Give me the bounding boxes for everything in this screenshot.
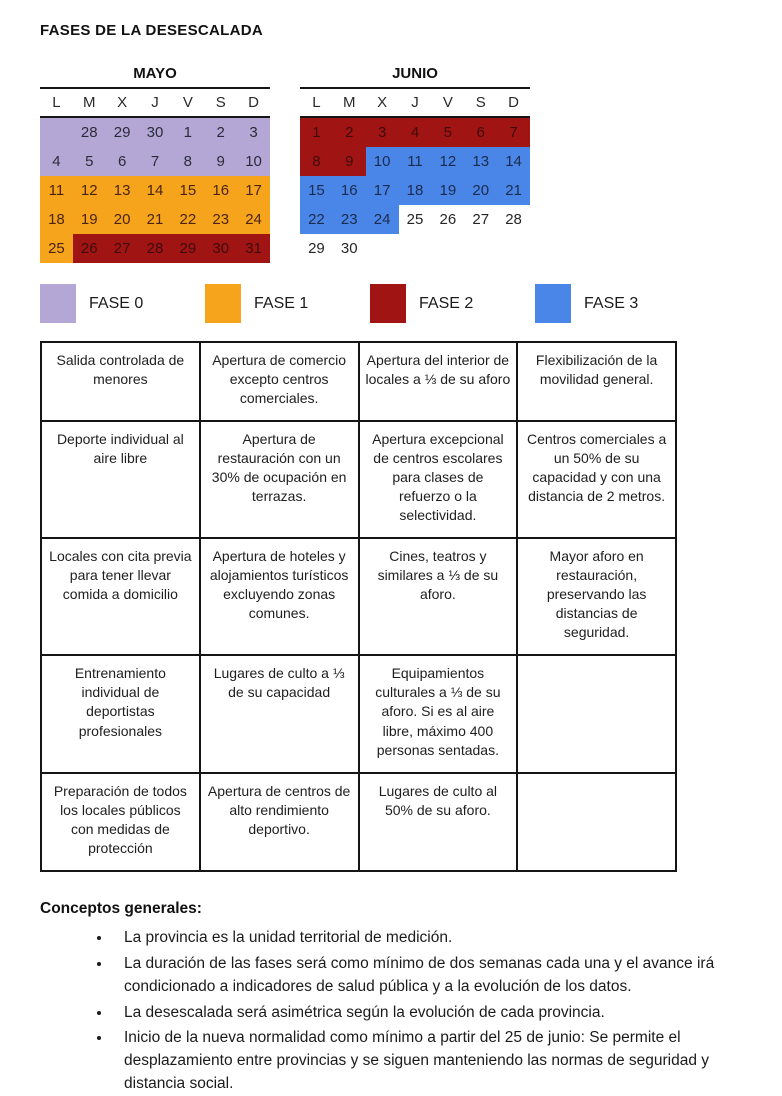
measure-cell: Apertura de restauración con un 30% de ocupación en terrazas. <box>200 421 359 538</box>
bullet-item: • La duración de las fases será como mínimo de dos semanas cada una y el avance irá condicionado a indicadores de salud pública y a la evolución de los datos. <box>112 953 769 999</box>
calendars-row <box>40 65 782 263</box>
calendar-day-cell: 19 <box>73 205 106 234</box>
calendar-day-cell: 28 <box>505 211 522 228</box>
calendar-day-cell: 29 <box>171 234 204 263</box>
calendar-day-cell <box>399 234 432 263</box>
day-header: X <box>377 94 388 111</box>
calendar-day-cell: 21 <box>497 176 530 205</box>
measure-cell: Apertura de comercio excepto centros comerciales. <box>200 342 359 421</box>
measure-cell: Salida controlada de menores <box>41 342 200 421</box>
calendar-day-cell: 10 <box>237 147 270 176</box>
calendar-day-cell: 23 <box>333 205 366 234</box>
calendar-week-row <box>40 234 270 263</box>
measure-cell: Deporte individual al aire libre <box>41 421 200 538</box>
table-row <box>41 342 676 421</box>
measure-cell: Entrenamiento individual de deportistas profesionales <box>41 655 200 772</box>
calendar-week-row <box>300 118 530 147</box>
calendar-day-cell: 30 <box>204 234 237 263</box>
calendar-day-cell <box>464 234 497 263</box>
measure-cell: Locales con cita previa para tener llevar comida a domicilio <box>41 538 200 655</box>
legend-item-fase2 <box>370 284 535 323</box>
measure-cell: Equipamientos culturales a ⅓ de su aforo. Si es al aire libre, máximo 400 personas sentadas. <box>359 655 518 772</box>
calendar-day-cell: 6 <box>464 118 497 147</box>
bullet-item: • La desescalada será asimétrica según la evolución de cada provincia. <box>112 1002 769 1025</box>
phase-legend <box>40 284 782 323</box>
measure-cell: Apertura de hoteles y alojamientos turísticos excluyendo zonas comunes. <box>200 538 359 655</box>
calendar-day-cell: 8 <box>171 147 204 176</box>
bullet-item: • Inicio de la nueva normalidad como mínimo a partir del 25 de junio: Se permite el desplazamiento entre provincias y se siguen manteniendo las normas de seguridad y distancia social. <box>112 1027 769 1096</box>
measure-cell: Cines, teatros y similares a ⅓ de su aforo. <box>359 538 518 655</box>
calendar-day-cell: 2 <box>204 118 237 147</box>
calendar-day-cell: 13 <box>464 147 497 176</box>
calendar-day-cell: 14 <box>139 176 172 205</box>
calendar-day-cell: 1 <box>300 118 333 147</box>
calendar-day-cell: 9 <box>333 147 366 176</box>
calendar-day-cell: 3 <box>237 118 270 147</box>
table-row <box>41 538 676 655</box>
calendar-day-cell: 15 <box>171 176 204 205</box>
day-header: L <box>52 94 61 111</box>
calendar-day-cell: 8 <box>300 147 333 176</box>
calendar-week-row <box>300 234 530 263</box>
legend-color-swatch <box>205 284 241 323</box>
legend-color-swatch <box>370 284 406 323</box>
calendar-day-cell: 7 <box>139 147 172 176</box>
legend-item-fase1 <box>205 284 370 323</box>
measure-cell: Preparación de todos los locales públicos con medidas de protección <box>41 773 200 871</box>
calendar-day-cell: 12 <box>73 176 106 205</box>
calendar-day-cell: 21 <box>139 205 172 234</box>
calendar-day-cell: 1 <box>171 118 204 147</box>
calendar-day-cell: 15 <box>300 176 333 205</box>
calendar-day-cell: 24 <box>366 205 399 234</box>
calendar-day-cell: 18 <box>399 176 432 205</box>
calendar-grid <box>40 116 270 263</box>
calendar-day-cell: 24 <box>237 205 270 234</box>
calendar-day-cell: 25 <box>40 234 73 263</box>
calendar-day-cell: 16 <box>204 176 237 205</box>
calendar-day-cell: 4 <box>40 147 73 176</box>
calendar-day-cell: 18 <box>40 205 73 234</box>
calendar-day-cell: 26 <box>439 211 457 228</box>
calendar-week-row <box>300 176 530 205</box>
day-header: J <box>411 94 419 111</box>
calendar-grid <box>300 116 530 263</box>
calendar-week-row <box>40 176 270 205</box>
calendar-day-cell: 14 <box>497 147 530 176</box>
calendar-day-cell: 30 <box>139 118 172 147</box>
calendar-day-cell: 11 <box>399 147 432 176</box>
measure-cell: Apertura de centros de alto rendimiento deportivo. <box>200 773 359 871</box>
calendar-day-cell: 5 <box>73 147 106 176</box>
calendar-month-title: MAYO <box>133 65 177 82</box>
bullet-item: • La provincia es la unidad territorial de medición. <box>112 927 769 950</box>
calendar-week-row <box>300 147 530 176</box>
legend-label: FASE 3 <box>584 294 639 312</box>
calendar-week-row <box>40 205 270 234</box>
table-row <box>41 773 676 871</box>
calendar-day-cell: 29 <box>308 240 325 257</box>
calendar-day-cell <box>366 234 399 263</box>
concepts-section <box>40 900 782 1096</box>
calendar-day-cell: 3 <box>366 118 399 147</box>
measures-table <box>40 341 677 872</box>
calendar-day-cell: 27 <box>472 211 490 228</box>
calendar-day-cell <box>431 234 464 263</box>
calendar-day-cell: 4 <box>399 118 432 147</box>
legend-color-swatch <box>535 284 571 323</box>
calendar-day-cell: 28 <box>139 234 172 263</box>
page-title: FASES DE LA DESESCALADA <box>40 22 264 39</box>
day-header: L <box>312 94 321 111</box>
measure-cell: Flexibilización de la movilidad general. <box>517 342 676 421</box>
measure-cell: Lugares de culto a ⅓ de su capacidad <box>200 655 359 772</box>
day-header: M <box>343 94 356 111</box>
calendar-day-cell: 11 <box>40 176 73 205</box>
day-header: V <box>182 94 193 111</box>
legend-color-swatch <box>40 284 76 323</box>
legend-label: FASE 1 <box>254 294 309 312</box>
calendar-day-headers <box>40 89 270 116</box>
calendar-mayo <box>40 65 270 263</box>
concepts-bullet-list <box>40 927 782 1096</box>
calendar-day-cell: 12 <box>431 147 464 176</box>
calendar-day-cell: 9 <box>204 147 237 176</box>
calendar-day-cell: 28 <box>73 118 106 147</box>
calendar-day-cell: 16 <box>333 176 366 205</box>
calendar-week-row <box>40 147 270 176</box>
measure-cell: Centros comerciales a un 50% de su capacidad y con una distancia de 2 metros. <box>517 421 676 538</box>
calendar-day-cell: 22 <box>300 205 333 234</box>
calendar-day-cell: 2 <box>333 118 366 147</box>
calendar-day-cell: 20 <box>106 205 139 234</box>
measure-cell: Apertura excepcional de centros escolares para clases de refuerzo o la selectividad. <box>359 421 518 538</box>
calendar-day-cell: 13 <box>106 176 139 205</box>
legend-label: FASE 0 <box>89 294 144 312</box>
measure-cell: Apertura del interior de locales a ⅓ de su aforo <box>359 342 518 421</box>
calendar-day-cell: 29 <box>106 118 139 147</box>
day-header: S <box>215 94 226 111</box>
calendar-day-cell: 10 <box>366 147 399 176</box>
calendar-day-cell: 17 <box>237 176 270 205</box>
calendar-day-cell: 31 <box>237 234 270 263</box>
measure-cell <box>517 655 676 772</box>
calendar-day-cell: 26 <box>73 234 106 263</box>
measure-cell: Mayor aforo en restauración, preservando las distancias de seguridad. <box>517 538 676 655</box>
calendar-day-cell: 27 <box>106 234 139 263</box>
legend-label: FASE 2 <box>419 294 474 312</box>
table-row <box>41 421 676 538</box>
calendar-day-cell: 22 <box>171 205 204 234</box>
day-header: D <box>508 94 519 111</box>
calendar-week-row <box>40 118 270 147</box>
calendar-junio <box>300 65 530 263</box>
calendar-month-title: JUNIO <box>392 65 438 82</box>
day-header: J <box>151 94 159 111</box>
calendar-day-cell: 19 <box>431 176 464 205</box>
day-header: V <box>442 94 453 111</box>
calendar-day-cell: 7 <box>497 118 530 147</box>
legend-item-fase3 <box>535 284 638 323</box>
calendar-day-cell <box>497 234 530 263</box>
legend-item-fase0 <box>40 284 205 323</box>
day-header: S <box>475 94 486 111</box>
calendar-day-cell: 20 <box>464 176 497 205</box>
concepts-heading: Conceptos generales: <box>40 899 202 917</box>
table-row <box>41 655 676 772</box>
calendar-day-cell: 6 <box>106 147 139 176</box>
calendar-day-cell: 17 <box>366 176 399 205</box>
calendar-week-row <box>300 205 530 234</box>
day-header: D <box>248 94 259 111</box>
day-header: M <box>83 94 96 111</box>
calendar-day-cell: 25 <box>406 211 424 228</box>
measure-cell: Lugares de culto al 50% de su aforo. <box>359 773 518 871</box>
measure-cell <box>517 773 676 871</box>
day-header: X <box>117 94 128 111</box>
calendar-day-cell: 5 <box>431 118 464 147</box>
calendar-day-cell <box>40 118 73 147</box>
calendar-day-headers <box>300 89 530 116</box>
calendar-day-cell: 30 <box>340 240 358 257</box>
calendar-day-cell: 23 <box>204 205 237 234</box>
